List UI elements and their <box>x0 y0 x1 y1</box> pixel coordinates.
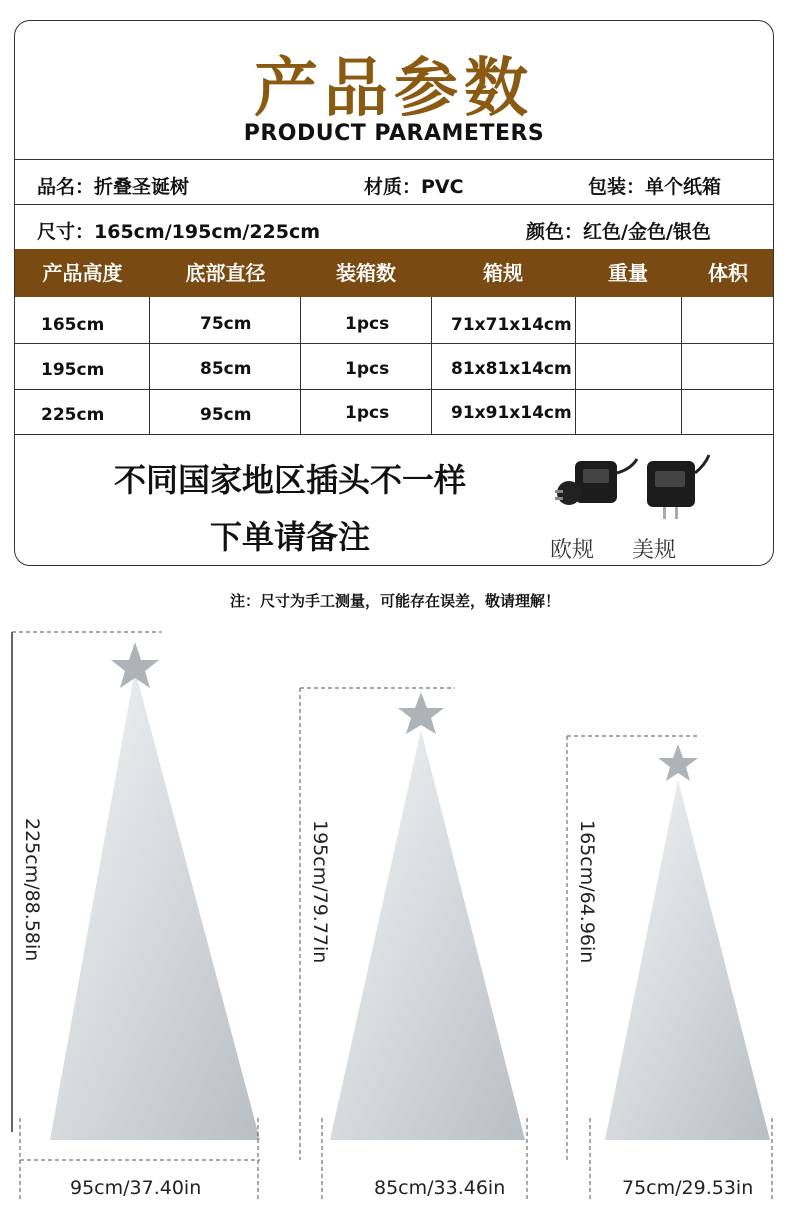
divider <box>300 297 301 434</box>
header-box-size: 箱规 <box>483 261 523 285</box>
tree-large-height: 225cm/88.58in <box>21 818 43 962</box>
tree-small-height: 165cm/64.96in <box>576 820 598 964</box>
tree-large-width: 95cm/37.40in <box>70 1177 202 1199</box>
tree-small-width: 75cm/29.53in <box>622 1177 754 1199</box>
tree-medium-width: 85cm/33.46in <box>374 1177 506 1199</box>
divider <box>15 389 773 390</box>
packing: 包装：单个纸箱 <box>588 176 722 198</box>
divider <box>15 343 773 344</box>
tree-illustration <box>0 620 790 1210</box>
table-cell: 1pcs <box>345 314 390 334</box>
table-cell: 195cm <box>41 360 105 380</box>
plug-notice: 不同国家地区插头不一样 <box>113 461 466 499</box>
divider <box>149 297 150 434</box>
divider <box>15 204 773 205</box>
product-name: 品名：折叠圣诞树 <box>37 176 190 198</box>
us-plug-label: 美规 <box>632 538 677 563</box>
page-title: 产品参数 <box>254 52 534 126</box>
table-cell: 1pcs <box>345 359 390 379</box>
divider <box>15 434 773 435</box>
tree-large <box>11 632 260 1202</box>
page-subtitle: PRODUCT PARAMETERS <box>243 121 545 146</box>
header-height: 产品高度 <box>42 261 123 285</box>
header-quantity: 装箱数 <box>336 261 396 285</box>
table-header <box>15 249 773 297</box>
tree-medium-height: 195cm/79.77in <box>309 820 331 964</box>
table-cell: 71x71x14cm <box>451 315 572 335</box>
color-info: 颜色：红色/金色/银色 <box>526 221 711 243</box>
measurement-note: 注：尺寸为手工测量，可能存在误差，敬请理解！ <box>229 592 560 610</box>
tree-small <box>567 736 772 1202</box>
header-weight: 重量 <box>608 261 648 285</box>
tree-medium <box>300 688 527 1202</box>
table-cell: 225cm <box>41 405 105 425</box>
divider <box>575 297 576 434</box>
table-cell: 165cm <box>41 315 105 335</box>
header-volume: 体积 <box>708 261 748 285</box>
divider <box>15 159 773 160</box>
header-diameter: 底部直径 <box>185 261 266 285</box>
divider <box>431 297 432 434</box>
table-cell: 85cm <box>200 359 252 379</box>
table-cell: 91x91x14cm <box>451 403 572 423</box>
eu-plug-label: 欧规 <box>550 538 595 563</box>
table-cell: 95cm <box>200 405 252 425</box>
material: 材质：PVC <box>364 176 464 198</box>
table-cell: 75cm <box>200 314 252 334</box>
table-cell: 1pcs <box>345 403 390 423</box>
divider <box>681 297 682 434</box>
size-info: 尺寸：165cm/195cm/225cm <box>37 221 321 243</box>
us-plug-icon <box>635 451 715 527</box>
order-notice: 下单请备注 <box>209 518 370 556</box>
parameters-card <box>14 20 774 566</box>
table-cell: 81x81x14cm <box>451 359 572 379</box>
